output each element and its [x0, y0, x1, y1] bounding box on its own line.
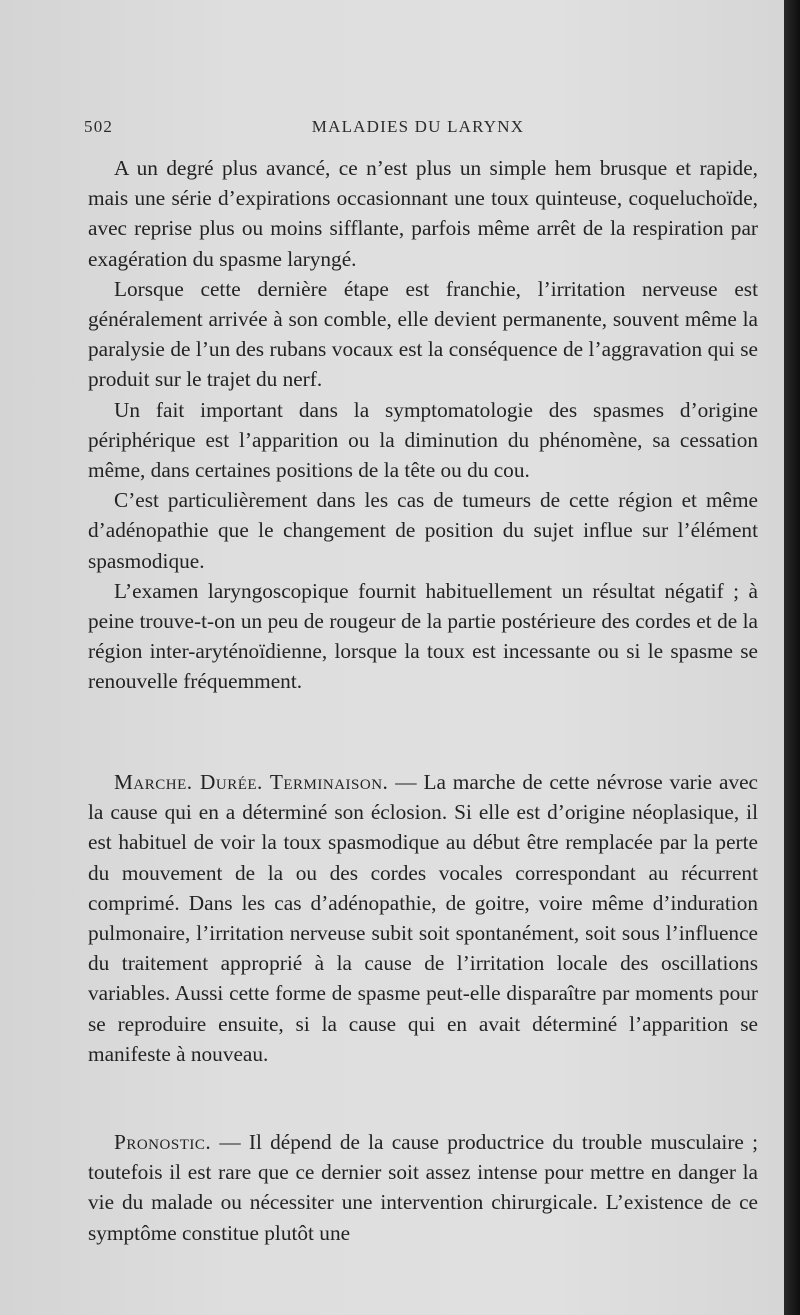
paragraph: C’est particulièrement dans les cas de tumeurs de cette région et même d’adénopathie que le changement de position du sujet influe sur l’élément spasmodique. — [88, 488, 758, 573]
text-block-symptoms — [88, 153, 758, 697]
paragraph — [88, 1127, 758, 1248]
section-pronostic — [88, 1127, 758, 1248]
running-title: MALADIES DU LARYNX — [311, 117, 525, 136]
paragraph: A un degré plus avancé, ce n’est plus un simple hem brusque et rapide, mais une série d’expirations occasionnant une toux quinteuse, coqueluchoïde, avec reprise plus ou moins sifflante, parfois même arrêt de la respiration par exagération du spasme laryngé. — [88, 156, 758, 271]
paragraph — [88, 767, 758, 1069]
page-edge-shadow — [784, 0, 800, 1315]
running-header — [78, 117, 758, 141]
section-heading: Marche. Durée. Terminaison. — [114, 770, 389, 794]
paragraph: Lorsque cette dernière étape est franchie, l’irritation nerveuse est généralement arrivée à son comble, elle devient permanente, souvent même la paralysie de l’un des rubans vocaux est la conséquence de l’aggravation qui se produit sur le trajet du nerf. — [88, 276, 758, 392]
section-marche — [88, 767, 758, 1069]
section-heading: Pronostic. — [114, 1130, 212, 1154]
section-text: — La marche de cette névrose varie avec la cause qui en a déterminé son éclosion. Si elle est d’origine néoplasique, il est habituel de voir la toux spasmodique au début être remplacée par la perte du mouvement de la ou des cordes vocales correspondant au récurrent comprimé. Dans les cas d’adénopathie, de goitre, voire même d’induration pulmonaire, l’irritation nerveuse subit soit spontanément, soit sous l’influence du traitement approprié à la cause de l’irritation locale des oscillations variables. Aussi cette forme de spasme peut-elle disparaître par moments pour se reproduire ensuite, si la cause qui en avait déterminé l’apparition se manifeste à nouveau. — [88, 770, 759, 1066]
section-text: — Il dépend de la cause productrice du trouble musculaire ; toutefois il est rare que ce dernier soit assez intense pour mettre en danger la vie du malade ou nécessiter une intervention chirurgicale. L’existence de ce symptôme constitue plutôt une — [88, 1130, 758, 1245]
paragraph: L’examen laryngoscopique fournit habituellement un résultat négatif ; à peine trouve-t-on un peu de rougeur de la partie postérieure des cordes et de la région inter-aryténoïdienne, lorsque la toux est incessante ou si le spasme se renouvelle fréquemment. — [88, 578, 758, 694]
page-number: 502 — [84, 117, 114, 136]
paragraph: Un fait important dans la symptomatologie des spasmes d’origine périphérique est l’apparition ou la diminution du phénomène, sa cessation même, dans certaines positions de la tête ou du cou. — [88, 397, 758, 483]
